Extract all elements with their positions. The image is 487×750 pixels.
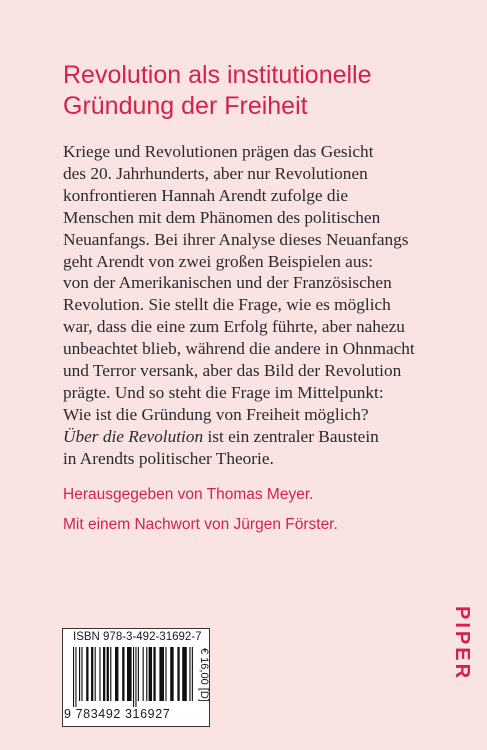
afterword-credit: Mit einem Nachwort von Jürgen Förster.: [63, 516, 338, 533]
price-label: € 16,00 [D]: [198, 648, 210, 702]
blurb-line: konfrontieren Hannah Arendt zufolge die: [63, 185, 349, 205]
barcode-bar: [122, 647, 124, 701]
blurb-line: Menschen mit dem Phänomen des politischen: [63, 207, 381, 227]
barcode-guard-bar: [73, 647, 74, 707]
barcode-bar: [103, 647, 105, 701]
publisher-logo: PIPER: [451, 606, 473, 682]
barcode-bar: [79, 647, 80, 701]
blurb: [63, 141, 458, 470]
book-title-italic: Über die Revolution: [63, 426, 204, 446]
blurb-line: von der Amerikanischen und der Französischen: [63, 273, 392, 293]
isbn-label: ISBN 978-3-492-31692-7: [73, 631, 202, 643]
barcode-bar: [159, 647, 164, 701]
blurb-line: war, dass die eine zum Erfolg führte, aber nahezu: [63, 317, 405, 337]
barcode-bar: [95, 647, 96, 701]
headline-line-2: Gründung der Freiheit: [63, 92, 308, 120]
barcode-guard-bar: [75, 647, 76, 707]
blurb-line: prägte. Und so steht die Frage im Mittelpunkt:: [63, 382, 384, 402]
barcode-bar: [86, 647, 88, 701]
barcode-bar: [127, 647, 132, 701]
barcode-bar: [189, 647, 190, 701]
barcode-bar: [182, 647, 187, 701]
blurb-line: des 20. Jahrhunderts, aber nur Revolutionen: [63, 163, 368, 183]
barcode-bar: [107, 647, 109, 701]
blurb-line: unbeachtet blieb, während die andere in Ohnmacht: [63, 339, 415, 359]
barcode-bar: [146, 647, 147, 701]
barcode-bar: [153, 647, 155, 701]
blurb-line: Revolution. Sie stellt die Frage, wie es möglich: [63, 295, 391, 315]
barcode-bar: [99, 647, 100, 701]
barcode-bars: [73, 647, 193, 707]
blurb-line-with-title: [63, 426, 458, 448]
headline-line-1: Revolution als institutionelle: [63, 61, 372, 89]
barcode-bar: [170, 647, 173, 701]
blurb-line: und Terror versank, aber das Bild der Revolution: [63, 361, 402, 381]
barcode-bar: [115, 647, 118, 701]
barcode-bar: [110, 647, 111, 701]
blurb-line: Neuanfangs. Bei ihrer Analyse dieses Neuanfangs: [63, 229, 409, 249]
blurb-line: Wie ist die Gründung von Freiheit möglich?: [63, 404, 369, 424]
barcode-bar: [149, 647, 152, 701]
ean-digits: 9 783492 316927: [64, 707, 171, 721]
barcode-guard-bar: [133, 647, 134, 707]
barcode-bar: [192, 647, 193, 701]
editor-credit: Herausgegeben von Thomas Meyer.: [63, 486, 314, 503]
barcode-bar: [138, 647, 139, 701]
blurb-line: in Arendts politischer Theorie.: [63, 448, 274, 468]
barcode-guard-bar: [135, 647, 136, 707]
cover-headline: [63, 60, 463, 122]
blurb-fragment: ist ein zentraler Baustein: [203, 426, 379, 446]
blurb-line: Kriege und Revolutionen prägen das Gesicht: [63, 142, 374, 161]
barcode-bar: [81, 647, 82, 701]
barcode-bar: [177, 647, 179, 701]
barcode-bar: [91, 647, 93, 701]
barcode-bar: [165, 647, 166, 701]
barcode-bar: [143, 647, 144, 701]
blurb-line: geht Arendt von zwei großen Beispielen aus:: [63, 251, 374, 271]
